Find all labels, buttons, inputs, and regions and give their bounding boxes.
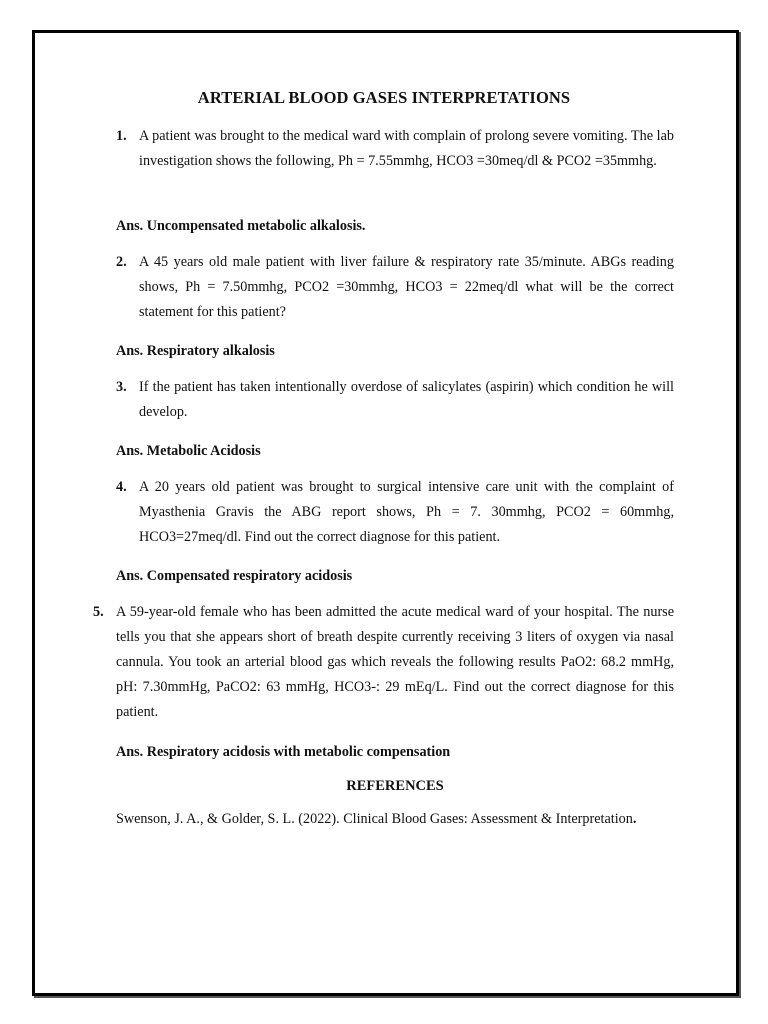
question-4 bbox=[116, 475, 674, 550]
question-number: 3. bbox=[116, 379, 127, 395]
answer-2: Ans. Respiratory alkalosis bbox=[116, 343, 275, 359]
question-2 bbox=[116, 250, 674, 325]
answer-5: Ans. Respiratory acidosis with metabolic compensation bbox=[116, 744, 451, 760]
question-text: If the patient has taken intentionally overdose of salicylates (aspirin) which condition he will develop. bbox=[139, 379, 674, 420]
document-title: ARTERIAL BLOOD GASES INTERPRETATIONS bbox=[197, 88, 571, 107]
question-number: 1. bbox=[116, 128, 127, 144]
reference-text: Swenson, J. A., & Golder, S. L. (2022). Clinical Blood Gases: Assessment & Interpretation bbox=[116, 811, 633, 827]
reference-end-dot: . bbox=[632, 811, 637, 827]
question-number: 4. bbox=[116, 479, 127, 495]
question-3 bbox=[116, 375, 674, 425]
answer-4: Ans. Compensated respiratory acidosis bbox=[116, 568, 353, 584]
question-number: 2. bbox=[116, 254, 127, 270]
answer-3: Ans. Metabolic Acidosis bbox=[116, 443, 261, 459]
question-text: A patient was brought to the medical ward with complain of prolong severe vomiting. The lab investigation shows the following, Ph = 7.55mmhg, HCO3 =30meq/dl & PCO2 =35mmhg. bbox=[139, 128, 674, 169]
references-heading: REFERENCES bbox=[346, 778, 444, 794]
question-text: A 45 years old male patient with liver failure & respiratory rate 35/minute. ABGs reading shows, Ph = 7.50mmhg, PCO2 =30mmhg, HCO3 = 22meq/dl what will be the correct statement for this patient? bbox=[139, 254, 674, 320]
question-number: 5. bbox=[93, 604, 104, 620]
answer-1: Ans. Uncompensated metabolic alkalosis. bbox=[116, 218, 366, 234]
reference-entry bbox=[116, 810, 674, 829]
question-text: A 20 years old patient was brought to surgical intensive care unit with the complaint of Myasthenia Gravis the ABG report shows, Ph = 7. 30mmhg, PCO2 = 60mmhg, HCO3=27meq/dl. Find out the correct diagnose for this patient. bbox=[139, 479, 674, 545]
question-1 bbox=[116, 124, 674, 174]
question-5 bbox=[93, 600, 674, 725]
question-text: A 59-year-old female who has been admitted the acute medical ward of your hospital. The nurse tells you that she appears short of breath despite currently receiving 3 liters of oxygen via nasal cannula. You took an arterial blood gas which reveals the following results PaO2: 68.2 mmHg, pH: 7.30mmHg, PaCO2: 63 mmHg, HCO3-: 29 mEq/L. Find out the correct diagnose for this patient. bbox=[116, 604, 674, 720]
